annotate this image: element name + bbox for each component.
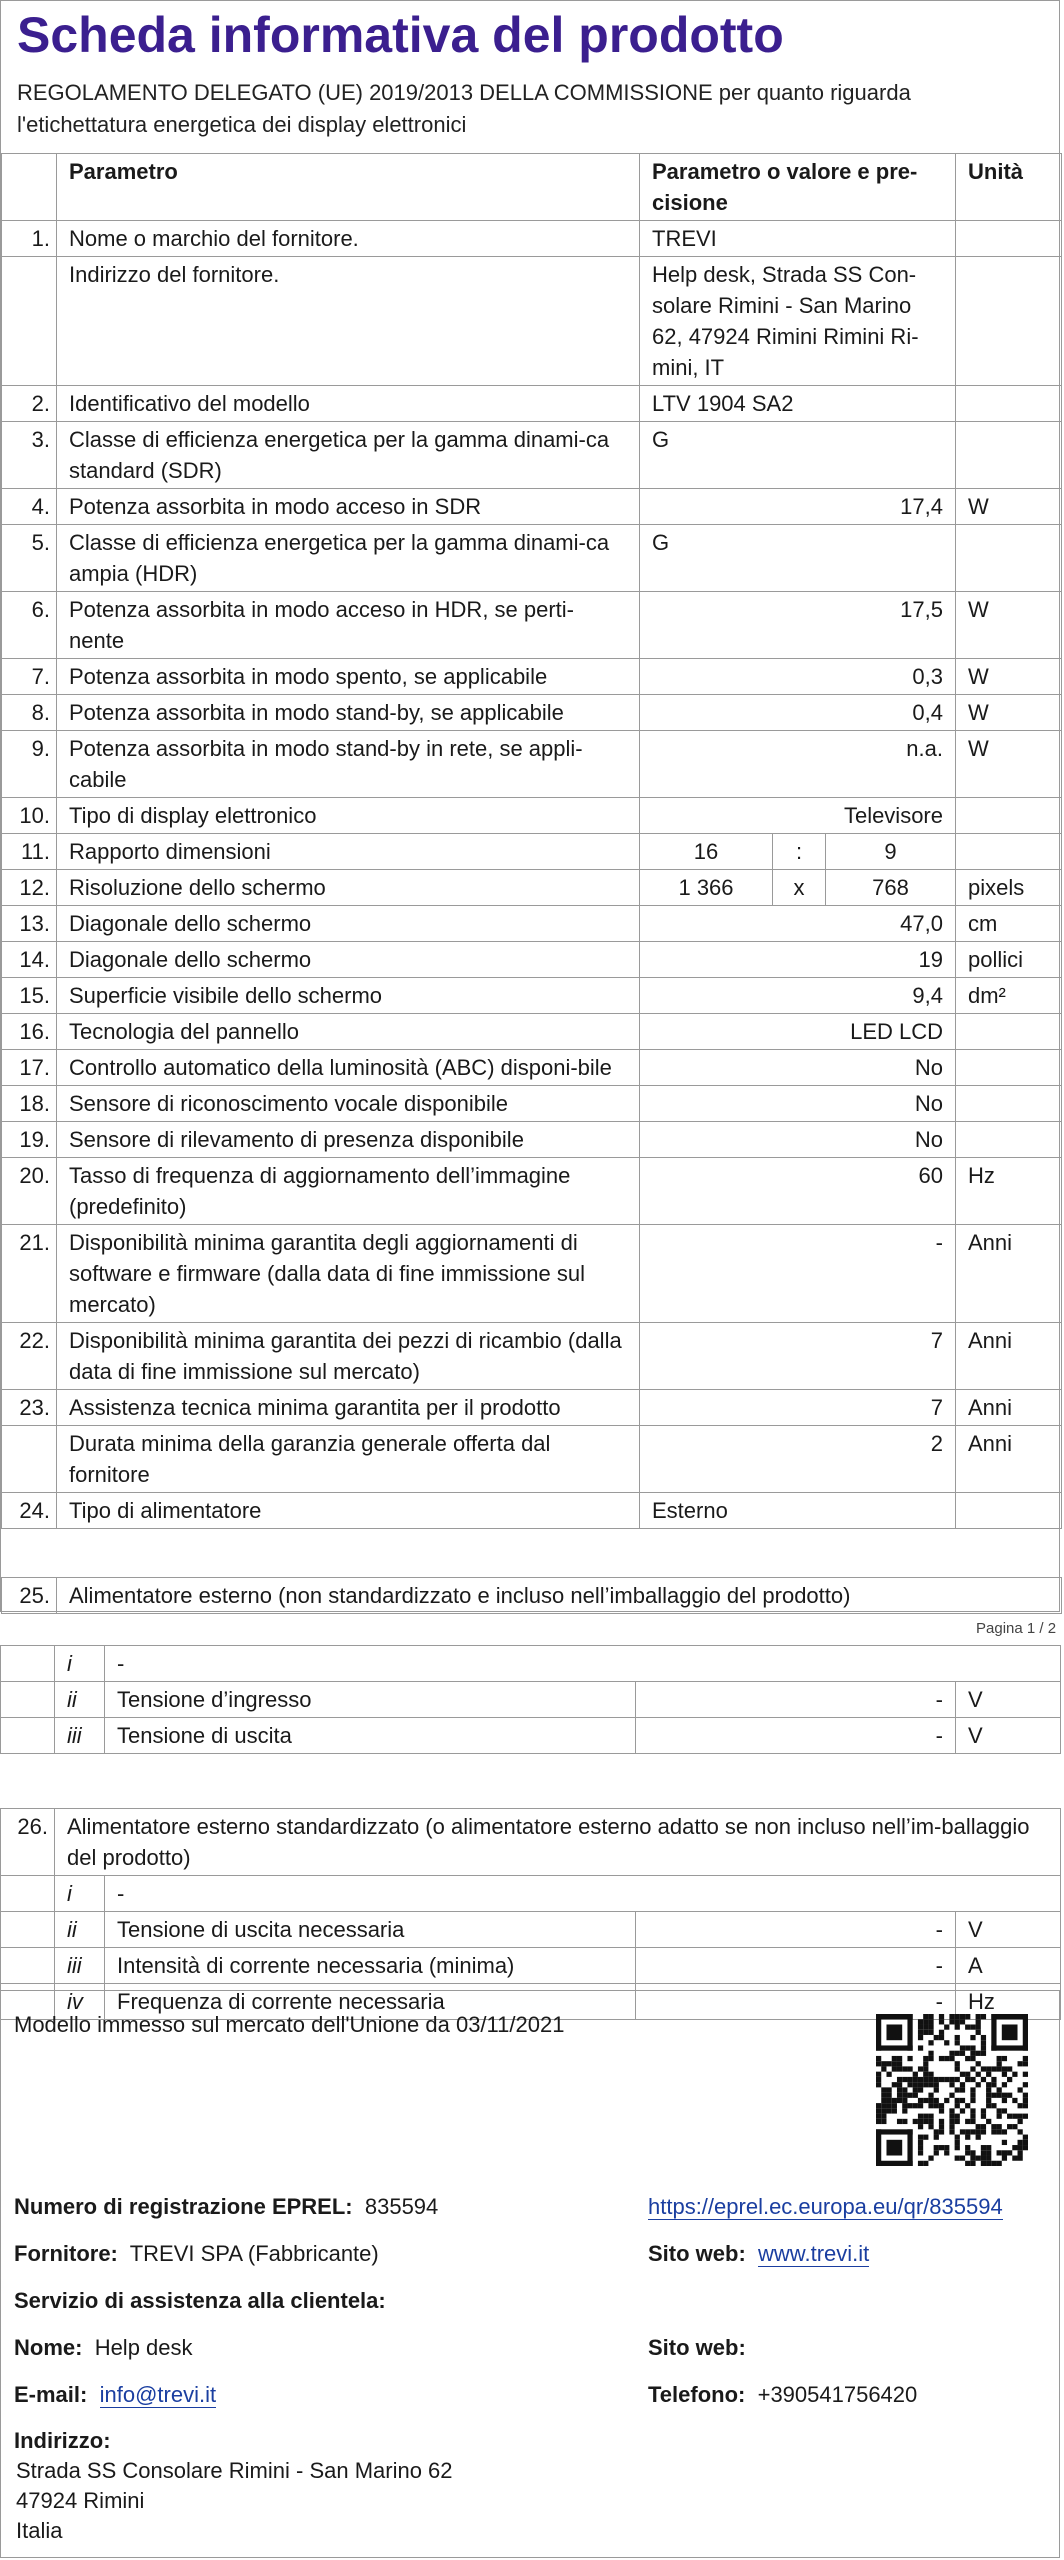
row-value: Help desk, Strada SS Con-solare Rimini - San Marino 62, 47924 Rimini Rimini Ri-mini, IT [640,257,956,386]
page-number: Pagina 1 / 2 [976,1620,1057,1637]
eprel-value: 835594 [364,2194,439,2219]
phone-row [648,2380,917,2410]
row-value-second: 9 [826,834,956,870]
row-value: No [640,1122,956,1158]
spec-table [1,153,1062,1529]
address-line: Italia [16,2518,63,2543]
row-number: 12. [2,870,57,906]
row-number: 25. [2,1578,57,1614]
row-unit [956,1493,1062,1529]
row-unit: W [956,659,1062,695]
sub-row-spacer [1,1646,55,1682]
row-unit: W [956,592,1062,659]
row-25-text: Alimentatore esterno (non standardizzato e incluso nell’imballaggio del prodotto) [57,1578,1062,1614]
header-unit: Unità [956,154,1062,221]
table-row [2,1014,1062,1050]
table-row-26 [1,1809,1061,1876]
row-parameter: Tipo di display elettronico [57,798,640,834]
row-unit: Hz [956,1158,1062,1225]
sub-row-roman: ii [55,1912,105,1948]
row-unit [956,257,1062,386]
table-row [2,422,1062,489]
row-value: Esterno [640,1493,956,1529]
row-number: 1. [2,221,57,257]
row-number: 22. [2,1323,57,1390]
row-parameter: Assistenza tecnica minima garantita per il prodotto [57,1390,640,1426]
row-number: 13. [2,906,57,942]
sub-row-value: - [636,1718,956,1754]
row-parameter: Rapporto dimensioni [57,834,640,870]
address-line: 47924 Rimini [16,2488,145,2513]
row-number: 6. [2,592,57,659]
sub-row-unit: V [956,1682,1061,1718]
sub-row [1,1912,1061,1948]
row-unit [956,1050,1062,1086]
row-unit: dm² [956,978,1062,1014]
table-row [2,592,1062,659]
row-number: 17. [2,1050,57,1086]
service-heading: Servizio di assistenza alla clientela: [14,2288,386,2313]
sub-row-label: - [105,1646,1061,1682]
table-row [2,1225,1062,1323]
row-number: 16. [2,1014,57,1050]
row-parameter: Tasso di frequenza di aggiornamento dell’immagine (predefinito) [57,1158,640,1225]
row-unit: pollici [956,942,1062,978]
row-value: Televisore [640,798,956,834]
row-unit: pixels [956,870,1062,906]
row-unit: Anni [956,1323,1062,1390]
sub-row-label: Tensione d’ingresso [105,1682,636,1718]
sub-row-spacer [1,1948,55,1984]
eprel-label: Numero di registrazione EPREL: [14,2194,353,2219]
row-number: 9. [2,731,57,798]
row-number [2,1426,57,1493]
row-number: 3. [2,422,57,489]
row-parameter: Diagonale dello schermo [57,942,640,978]
table-header-row [2,154,1062,221]
email-row [14,2380,216,2410]
row-value-first: 1 366 [640,870,773,906]
row-parameter: Sensore di riconoscimento vocale disponibile [57,1086,640,1122]
row-value: LED LCD [640,1014,956,1050]
table-row [2,489,1062,525]
qr-code-icon [876,2014,1028,2166]
row-number: 24. [2,1493,57,1529]
sub-row [1,1876,1061,1912]
supplier-row [14,2239,379,2269]
sub-row-value: - [636,1984,956,2020]
supplier-web-label: Sito web: [648,2241,746,2266]
table-row [2,221,1062,257]
row-unit [956,1014,1062,1050]
phone-label: Telefono: [648,2382,746,2407]
supplier-value: TREVI SPA (Fabbricante) [129,2241,379,2266]
header-num [2,154,57,221]
table-row [2,731,1062,798]
sub-row-unit: V [956,1718,1061,1754]
row-number [2,257,57,386]
row-value: No [640,1086,956,1122]
service-web-label: Sito web: [648,2335,746,2360]
phone-value: +390541756420 [757,2382,918,2407]
sub-row-label: - [105,1876,1061,1912]
row-number: 20. [2,1158,57,1225]
eprel-link[interactable]: https://eprel.ec.europa.eu/qr/835594 [648,2194,1003,2219]
row-value: 7 [640,1323,956,1390]
table-row [2,386,1062,422]
table-row [2,798,1062,834]
sub-row-label: Intensità di corrente necessaria (minima) [105,1948,636,1984]
sub-row [1,1718,1061,1754]
sub-row-spacer [1,1876,55,1912]
service-name-label: Nome: [14,2335,83,2360]
sub-row-unit: A [956,1948,1061,1984]
row-number: 11. [2,834,57,870]
row-unit: W [956,695,1062,731]
sub-row-value: - [636,1912,956,1948]
row-parameter: Controllo automatico della luminosità (ABC) disponi-bile [57,1050,640,1086]
eprel-link-row [648,2192,1003,2222]
row-value: 9,4 [640,978,956,1014]
eprel-row [14,2192,438,2222]
table-row-25 [2,1578,1062,1614]
row-number: 2. [2,386,57,422]
row-value-first: 16 [640,834,773,870]
row-unit: Anni [956,1390,1062,1426]
table-row [2,525,1062,592]
page-title: Scheda informativa del prodotto [17,7,784,63]
row-value-second: 768 [826,870,956,906]
row-parameter: Sensore di rilevamento di presenza disponibile [57,1122,640,1158]
row-value: 0,4 [640,695,956,731]
row-value-separator: x [773,870,826,906]
row-parameter: Classe di efficienza energetica per la gamma dinami-ca standard (SDR) [57,422,640,489]
sub-row-label: Frequenza di corrente necessaria [105,1984,636,2020]
table-row [2,1086,1062,1122]
row-value: 17,5 [640,592,956,659]
row-parameter: Potenza assorbita in modo spento, se applicabile [57,659,640,695]
row-25-table [1,1577,1062,1614]
table-row [2,834,1062,870]
row-parameter: Durata minima della garanzia generale offerta dal fornitore [57,1426,640,1493]
row-value: 60 [640,1158,956,1225]
row-value: LTV 1904 SA2 [640,386,956,422]
table-row [2,1323,1062,1390]
address-line: Strada SS Consolare Rimini - San Marino 62 [16,2458,453,2483]
sub-row-roman: iii [55,1718,105,1754]
row-parameter: Classe di efficienza energetica per la gamma dinami-ca ampia (HDR) [57,525,640,592]
sub-row-unit: Hz [956,1984,1061,2020]
header-value: Parametro o valore e pre-cisione [640,154,956,221]
row-unit [956,1122,1062,1158]
row-parameter: Tecnologia del pannello [57,1014,640,1050]
row-parameter: Nome o marchio del fornitore. [57,221,640,257]
row-value: 0,3 [640,659,956,695]
sub-row [1,1646,1061,1682]
row-number: 5. [2,525,57,592]
row-number: 10. [2,798,57,834]
row-value: 19 [640,942,956,978]
sub-row-spacer [1,1718,55,1754]
sub-row [1,1948,1061,1984]
row-number: 4. [2,489,57,525]
email-label: E-mail: [14,2382,88,2407]
service-name-row [14,2333,193,2363]
row-value: 17,4 [640,489,956,525]
row-unit: cm [956,906,1062,942]
row-unit [956,834,1062,870]
table-row [2,906,1062,942]
address-label: Indirizzo: [14,2428,111,2453]
regulation-subtitle: REGOLAMENTO DELEGATO (UE) 2019/2013 DELLA COMMISSIONE per quanto riguarda l'etichettatura energetica dei display elettronici [17,80,911,137]
table-row [2,942,1062,978]
row-number: 26. [1,1809,55,1876]
table-row [2,257,1062,386]
row-parameter: Risoluzione dello schermo [57,870,640,906]
row-value: - [640,1225,956,1323]
sub-row-roman: iii [55,1948,105,1984]
row-value: G [640,422,956,489]
row-unit [956,386,1062,422]
table-row [2,1050,1062,1086]
sub-row-roman: ii [55,1682,105,1718]
table-row [2,1390,1062,1426]
market-date-text: Modello immesso sul mercato dell'Unione da 03/11/2021 [14,2012,565,2037]
row-number: 19. [2,1122,57,1158]
row-26-text: Alimentatore esterno standardizzato (o alimentatore esterno adatto se non incluso nell’im-ballaggio del prodotto) [55,1809,1061,1876]
row-unit [956,798,1062,834]
supplier-web-row [648,2239,869,2269]
row-parameter: Disponibilità minima garantita degli aggiornamenti di software e firmware (dalla data di fine immissione sul mercato) [57,1225,640,1323]
sub-row-roman: i [55,1646,105,1682]
row-parameter: Disponibilità minima garantita dei pezzi di ricambio (dalla data di fine immissione sul mercato) [57,1323,640,1390]
table-row [2,659,1062,695]
row-value: 47,0 [640,906,956,942]
row-value: G [640,525,956,592]
row-unit: W [956,489,1062,525]
row-value: n.a. [640,731,956,798]
row-value-separator: : [773,834,826,870]
row-parameter: Potenza assorbita in modo acceso in SDR [57,489,640,525]
row-parameter: Potenza assorbita in modo acceso in HDR, se perti-nente [57,592,640,659]
row-number: 18. [2,1086,57,1122]
row-unit [956,221,1062,257]
sub-row-unit: V [956,1912,1061,1948]
sub-row-label: Tensione di uscita necessaria [105,1912,636,1948]
row-value: 7 [640,1390,956,1426]
row-value: No [640,1050,956,1086]
service-name-value: Help desk [94,2335,193,2360]
table-row [2,695,1062,731]
row-unit: Anni [956,1426,1062,1493]
row-parameter: Potenza assorbita in modo stand-by in rete, se appli-cabile [57,731,640,798]
row-value: 2 [640,1426,956,1493]
sub-row-roman: iv [55,1984,105,2020]
sub-row-value: - [636,1682,956,1718]
table-row [2,1426,1062,1493]
row-number: 23. [2,1390,57,1426]
row-value: TREVI [640,221,956,257]
row-number: 8. [2,695,57,731]
row-parameter: Superficie visibile dello schermo [57,978,640,1014]
row-unit [956,1086,1062,1122]
row-parameter: Tipo di alimentatore [57,1493,640,1529]
sub-row [1,1682,1061,1718]
row-parameter: Diagonale dello schermo [57,906,640,942]
row-unit [956,525,1062,592]
row-parameter: Identificativo del modello [57,386,640,422]
sub-row-value: - [636,1948,956,1984]
row-number: 15. [2,978,57,1014]
row-parameter: Potenza assorbita in modo stand-by, se applicabile [57,695,640,731]
row-number: 7. [2,659,57,695]
table-row [2,870,1062,906]
table-row [2,1158,1062,1225]
email-link[interactable]: info@trevi.it [99,2382,217,2407]
table-row [2,978,1062,1014]
sub-row-spacer [1,1682,55,1718]
sub-row-roman: i [55,1876,105,1912]
sub-row-spacer [1,1912,55,1948]
row-number: 21. [2,1225,57,1323]
sub-row-label: Tensione di uscita [105,1718,636,1754]
row-unit: W [956,731,1062,798]
spec-table-body [2,221,1062,1529]
row-number: 14. [2,942,57,978]
row-unit: Anni [956,1225,1062,1323]
sub-table-26 [0,1808,1061,2020]
header-parameter: Parametro [57,154,640,221]
supplier-web-link[interactable]: www.trevi.it [758,2241,870,2266]
table-row [2,1122,1062,1158]
table-row [2,1493,1062,1529]
row-unit [956,422,1062,489]
supplier-label: Fornitore: [14,2241,118,2266]
row-parameter: Indirizzo del fornitore. [57,257,640,386]
sub-table-25 [0,1645,1061,1754]
